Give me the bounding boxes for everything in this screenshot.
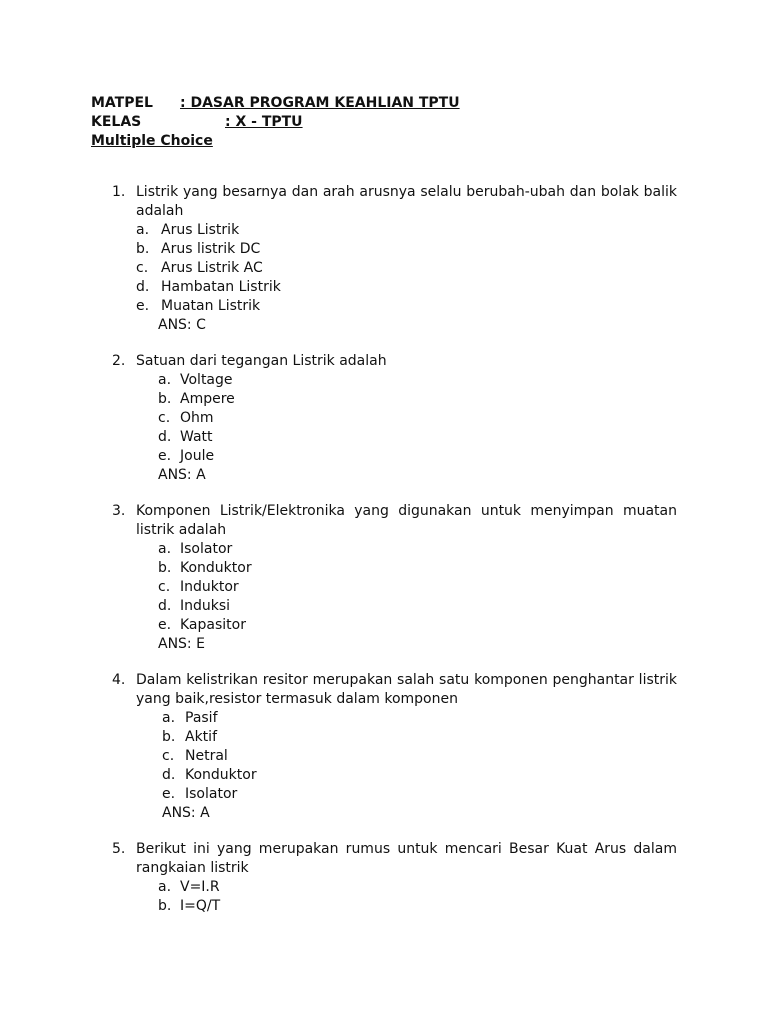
option-text: Induksi — [180, 598, 231, 614]
question-number: 2. — [112, 353, 126, 369]
kelas-row — [91, 113, 460, 132]
matpel-value: : DASAR PROGRAM KEAHLIAN TPTU — [180, 95, 460, 111]
option-text: Netral — [185, 748, 228, 764]
option-label: b. — [136, 241, 150, 257]
answer-key: ANS: A — [158, 467, 206, 483]
question-text: Dalam kelistrikan resitor merupakan salah satu komponen penghantar listrik yang baik,resistor termasuk dalam komponen — [136, 672, 677, 707]
question-text: Satuan dari tegangan Listrik adalah — [136, 353, 387, 369]
option-label: b. — [158, 560, 172, 576]
option-text: Isolator — [185, 786, 238, 802]
option-text: Voltage — [180, 372, 233, 388]
option-label: d. — [158, 429, 172, 445]
option-label: e. — [136, 298, 150, 314]
option-label: c. — [136, 260, 149, 276]
option-label: a. — [158, 372, 172, 388]
question-text: Listrik yang besarnya dan arah arusnya selalu berubah-ubah dan bolak balik adalah — [136, 184, 677, 219]
option-label: d. — [136, 279, 150, 295]
option-text: Induktor — [180, 579, 239, 595]
question-text: Komponen Listrik/Elektronika yang digunakan untuk menyimpan muatan listrik adalah — [136, 503, 677, 538]
option-text: Aktif — [185, 729, 217, 745]
kelas-value: : X - TPTU — [225, 114, 303, 130]
kelas-label: KELAS — [91, 114, 142, 130]
option-text: Watt — [180, 429, 213, 445]
option-label: a. — [158, 541, 172, 557]
matpel-label: MATPEL — [91, 95, 153, 111]
option-label: a. — [158, 879, 172, 895]
matpel-row — [91, 94, 460, 113]
answer-key: ANS: E — [158, 636, 205, 652]
question-number: 5. — [112, 841, 126, 857]
section-title: Multiple Choice — [91, 133, 213, 149]
question-number: 3. — [112, 503, 126, 519]
option-label: b. — [158, 898, 172, 914]
option-text: Kapasitor — [180, 617, 246, 633]
option-text: Ohm — [180, 410, 214, 426]
option-text: Pasif — [185, 710, 218, 726]
option-label: c. — [162, 748, 175, 764]
option-text: V=I.R — [180, 879, 220, 895]
option-label: d. — [158, 598, 172, 614]
answer-key: ANS: A — [162, 805, 210, 821]
option-text: Arus Listrik — [161, 222, 240, 238]
answer-key: ANS: C — [158, 317, 206, 333]
option-text: Isolator — [180, 541, 233, 557]
option-label: e. — [158, 448, 172, 464]
question-number: 1. — [112, 184, 126, 200]
option-text: Arus listrik DC — [161, 241, 261, 257]
option-label: b. — [162, 729, 176, 745]
question-text: Berikut ini yang merupakan rumus untuk mencari Besar Kuat Arus dalam rangkaian listrik — [136, 841, 677, 876]
option-label: a. — [162, 710, 176, 726]
option-text: Joule — [180, 448, 215, 464]
question-number: 4. — [112, 672, 126, 688]
document-header — [91, 94, 460, 151]
option-label: d. — [162, 767, 176, 783]
option-text: Konduktor — [185, 767, 257, 783]
option-label: e. — [158, 617, 172, 633]
option-text: Arus Listrik AC — [161, 260, 263, 276]
option-label: c. — [158, 410, 171, 426]
option-label: b. — [158, 391, 172, 407]
option-text: Muatan Listrik — [161, 298, 261, 314]
option-text: Ampere — [180, 391, 235, 407]
option-label: a. — [136, 222, 150, 238]
option-text: I=Q/T — [180, 898, 221, 914]
option-text: Hambatan Listrik — [161, 279, 281, 295]
option-text: Konduktor — [180, 560, 252, 576]
option-label: e. — [162, 786, 176, 802]
option-label: c. — [158, 579, 171, 595]
